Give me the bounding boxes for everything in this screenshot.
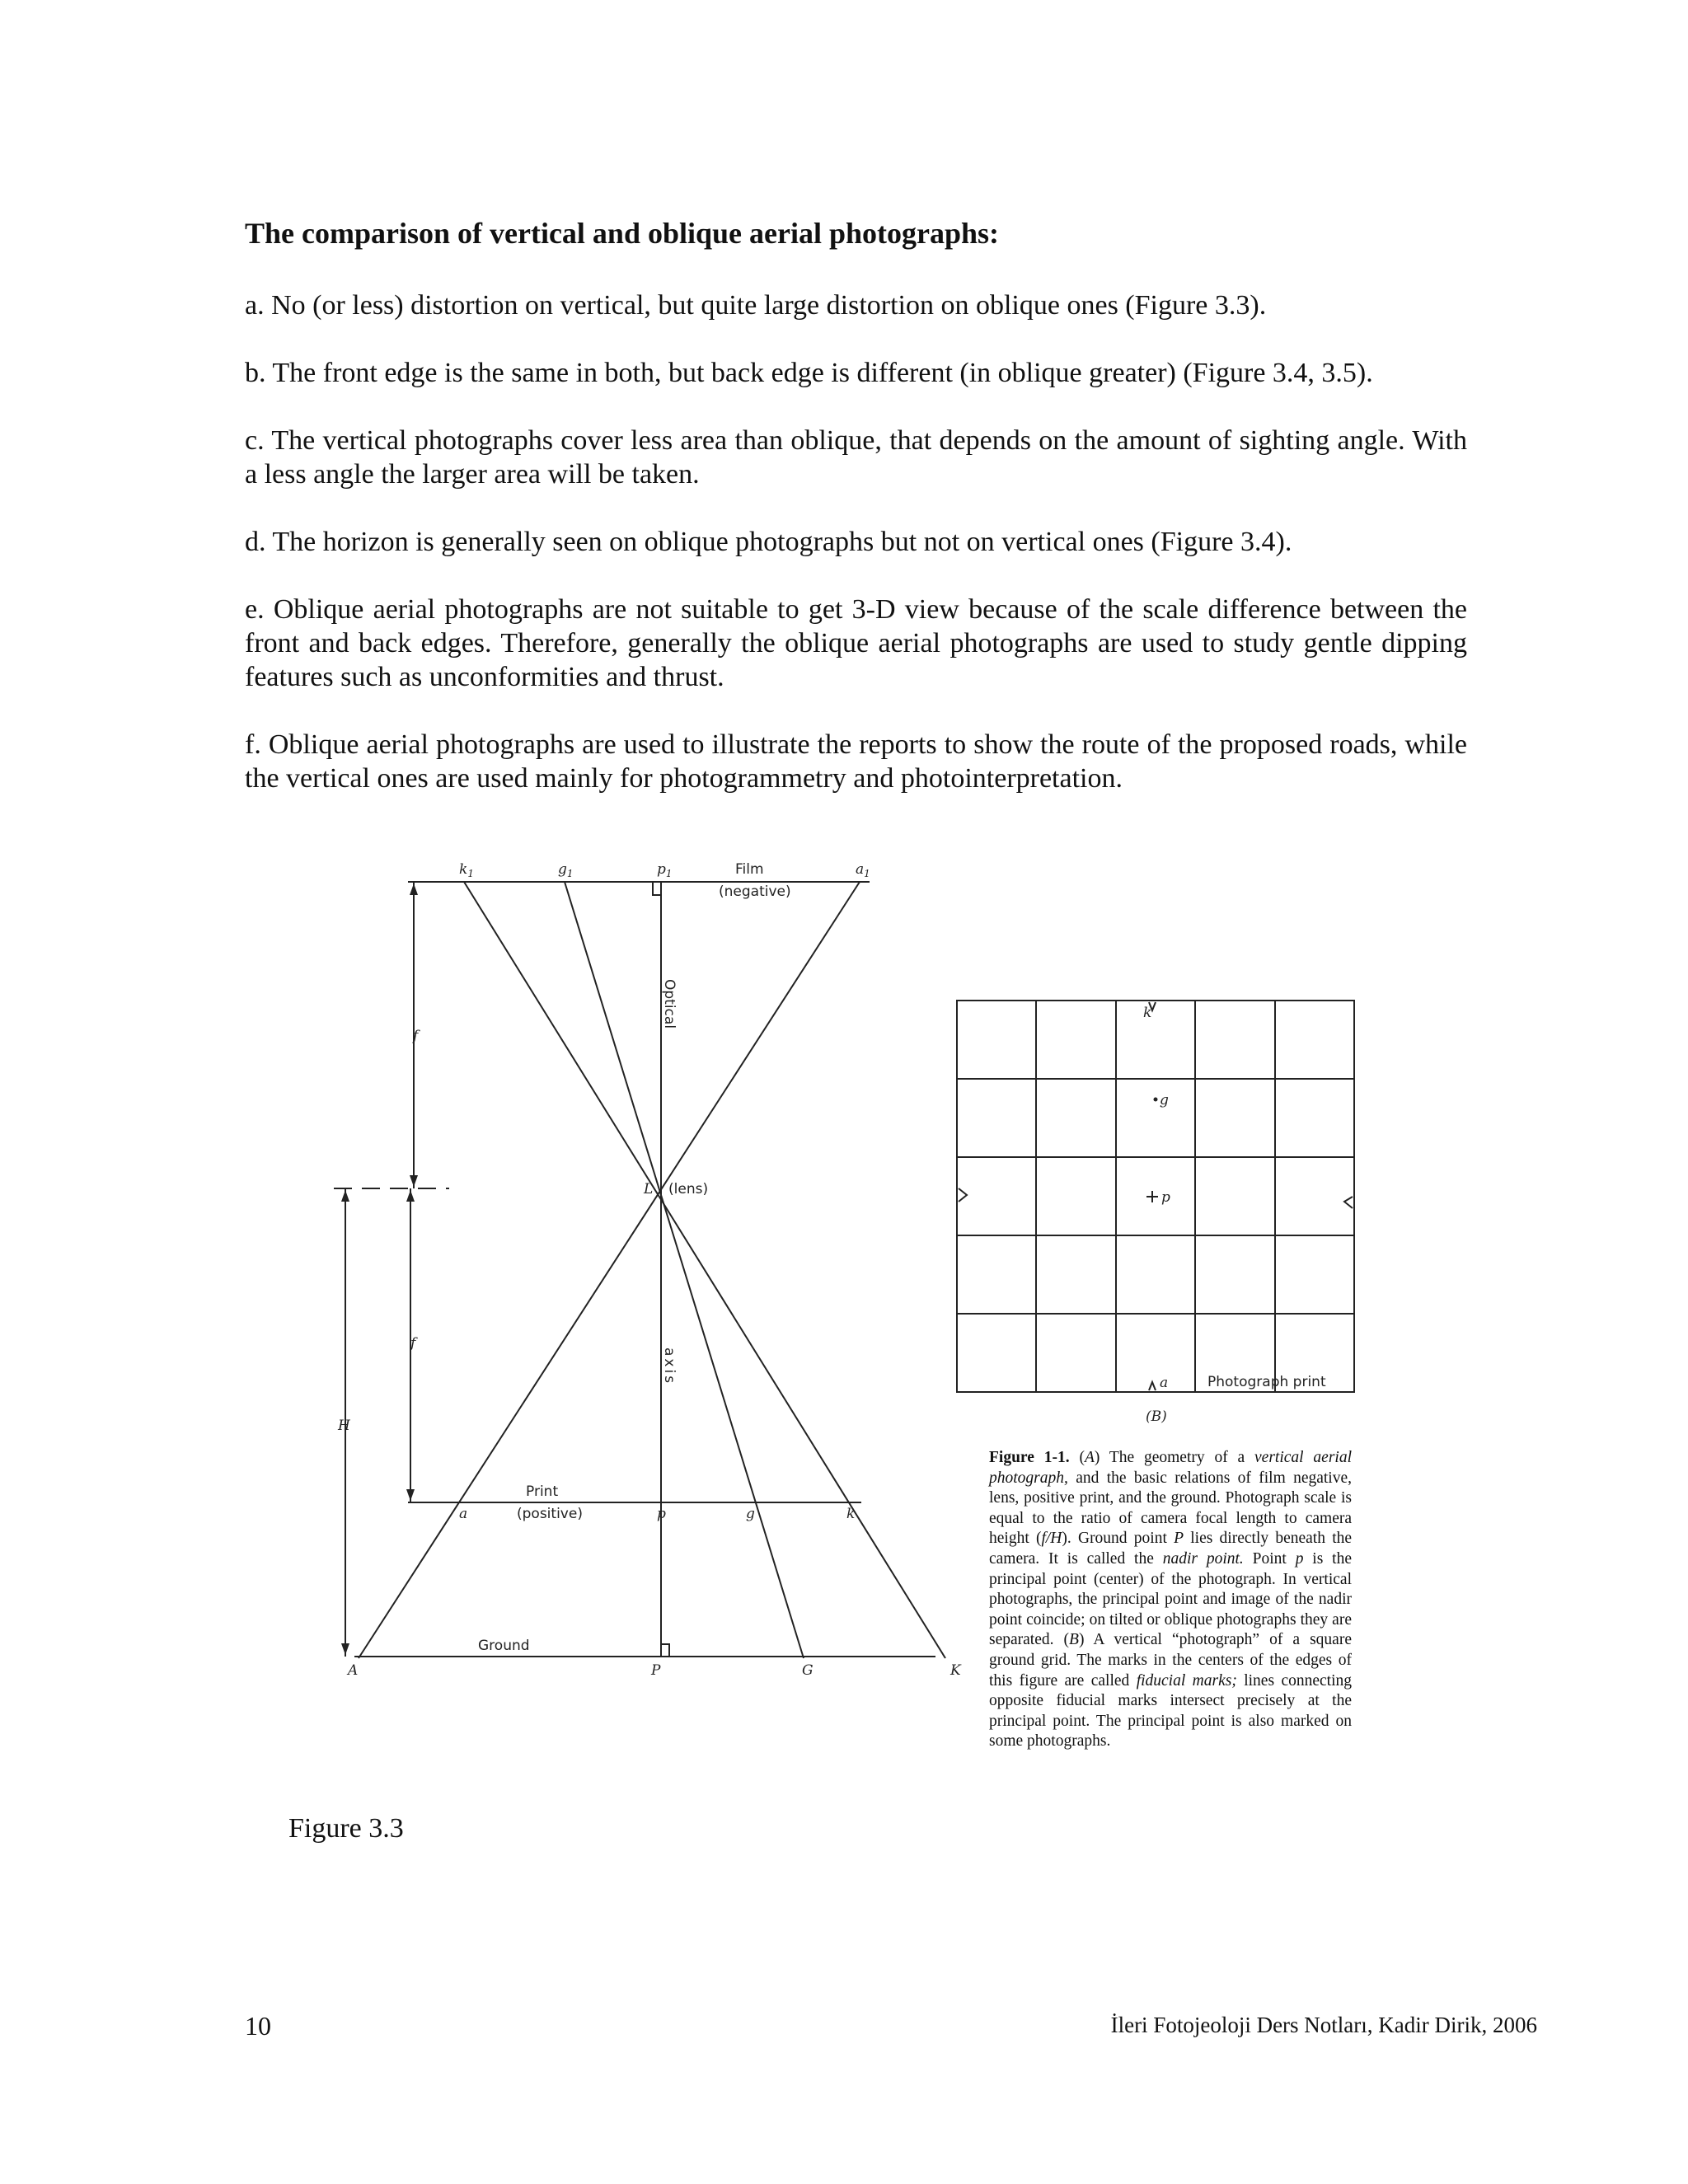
print-point-a: a <box>459 1506 468 1522</box>
focal-label-upper: f <box>413 1028 419 1044</box>
film-point-k1: $k_1$ <box>459 861 474 879</box>
film-point-g1: $g_1$ <box>558 861 574 879</box>
ray-a <box>359 882 860 1658</box>
panel-label-b: (B) <box>1146 1408 1167 1425</box>
grid-point-a: a <box>1160 1375 1169 1391</box>
print-label: Print <box>526 1483 559 1500</box>
ground-label: Ground <box>478 1638 530 1654</box>
optical-label: Optical <box>661 979 678 1029</box>
paragraph-d: d. The horizon is generally seen on oblique photographs but not on vertical ones (Figure 3.4). <box>245 527 1292 557</box>
ground-point-A: A <box>348 1662 359 1679</box>
fiducial-mark-right <box>1344 1197 1353 1208</box>
photograph-print-label: Photograph print <box>1207 1374 1326 1390</box>
vertical-photo-geometry-diagram <box>326 849 968 1690</box>
ray-g <box>565 882 804 1658</box>
grid-point-p: p <box>1161 1189 1170 1206</box>
paragraph-c: c. The vertical photographs cover less area than oblique, that depends on the amount of sighting angle. With a less angle the larger area will be taken. <box>245 425 1467 490</box>
ground-point-K: K <box>950 1662 961 1679</box>
film-point-p1: $p_1$ <box>657 861 673 879</box>
ground-point-G: G <box>802 1662 814 1679</box>
film-point-a1: $a_1$ <box>856 861 870 879</box>
right-angle-mark-top <box>653 882 661 895</box>
focal-label-lower: f <box>410 1335 416 1352</box>
grid-point-g: g <box>1160 1092 1169 1108</box>
height-label: H <box>338 1418 350 1434</box>
figure-caption: Figure 1-1. (A) The geometry of a vertical aerial photograph, and the basic relations of film negative, lens, positive print, and the ground. Photograph scale is equal to the ratio of camera focal length to camera height (f/H). Ground point P lies directly beneath the camera. It is called the nadir point. Point p is the principal point (center) of the photograph. In vertical photographs, the principal point and image of the nadir point coincide; on tilted or oblique photographs they are separated. (B) A vertical “photograph” of a square ground grid. The marks in the centers of the edges of this figure are called fiducial marks; lines connecting opposite fiducial marks intersect precisely at the principal point. The principal point is also marked on some photographs. <box>989 1449 1353 1750</box>
section-heading: The comparison of vertical and oblique aerial photographs: <box>245 217 1000 250</box>
print-point-g: g <box>746 1506 755 1522</box>
lens-label: (lens) <box>668 1181 709 1197</box>
image-point-g-dot <box>1154 1098 1158 1102</box>
print-point-p: p <box>657 1506 666 1522</box>
ground-point-P: P <box>651 1662 661 1679</box>
print-point-k: k <box>846 1506 856 1522</box>
paragraph-e: e. Oblique aerial photographs are not suitable to get 3-D view because of the scale difference between the front and back edges. Therefore, generally the oblique aerial photographs are used to study gentle dipping features such as unconformities and thrust. <box>245 594 1467 692</box>
grid-point-k: k <box>1143 1005 1152 1021</box>
paragraph-a: a. No (or less) distortion on vertical, but quite large distortion on oblique ones (Figure 3.3). <box>245 290 1267 321</box>
page-number: 10 <box>245 2011 271 2041</box>
film-sublabel: (negative) <box>719 883 791 900</box>
figure-number-label: Figure 3.3 <box>288 1813 404 1844</box>
axis-label: axis <box>661 1347 678 1386</box>
right-angle-mark-bottom <box>661 1644 669 1657</box>
lens-point-label: L <box>644 1181 654 1197</box>
page-footer: İleri Fotojeoloji Ders Notları, Kadir Dirik, 2006 <box>1110 2013 1537 2037</box>
ray-k <box>464 882 945 1658</box>
print-sublabel: (positive) <box>517 1506 583 1522</box>
paragraph-b: b. The front edge is the same in both, but back edge is different (in oblique greater) (Figure 3.4, 3.5). <box>245 358 1373 388</box>
film-label: Film <box>735 861 764 878</box>
paragraph-f: f. Oblique aerial photographs are used to illustrate the reports to show the route of the proposed roads, while the vertical ones are used mainly for photogrammetry and photointerpretation. <box>245 729 1467 794</box>
fiducial-mark-left <box>959 1188 967 1202</box>
fiducial-mark-bottom <box>1149 1382 1156 1390</box>
ground-grid <box>957 1001 1354 1392</box>
photograph-print-grid <box>952 989 1364 1434</box>
